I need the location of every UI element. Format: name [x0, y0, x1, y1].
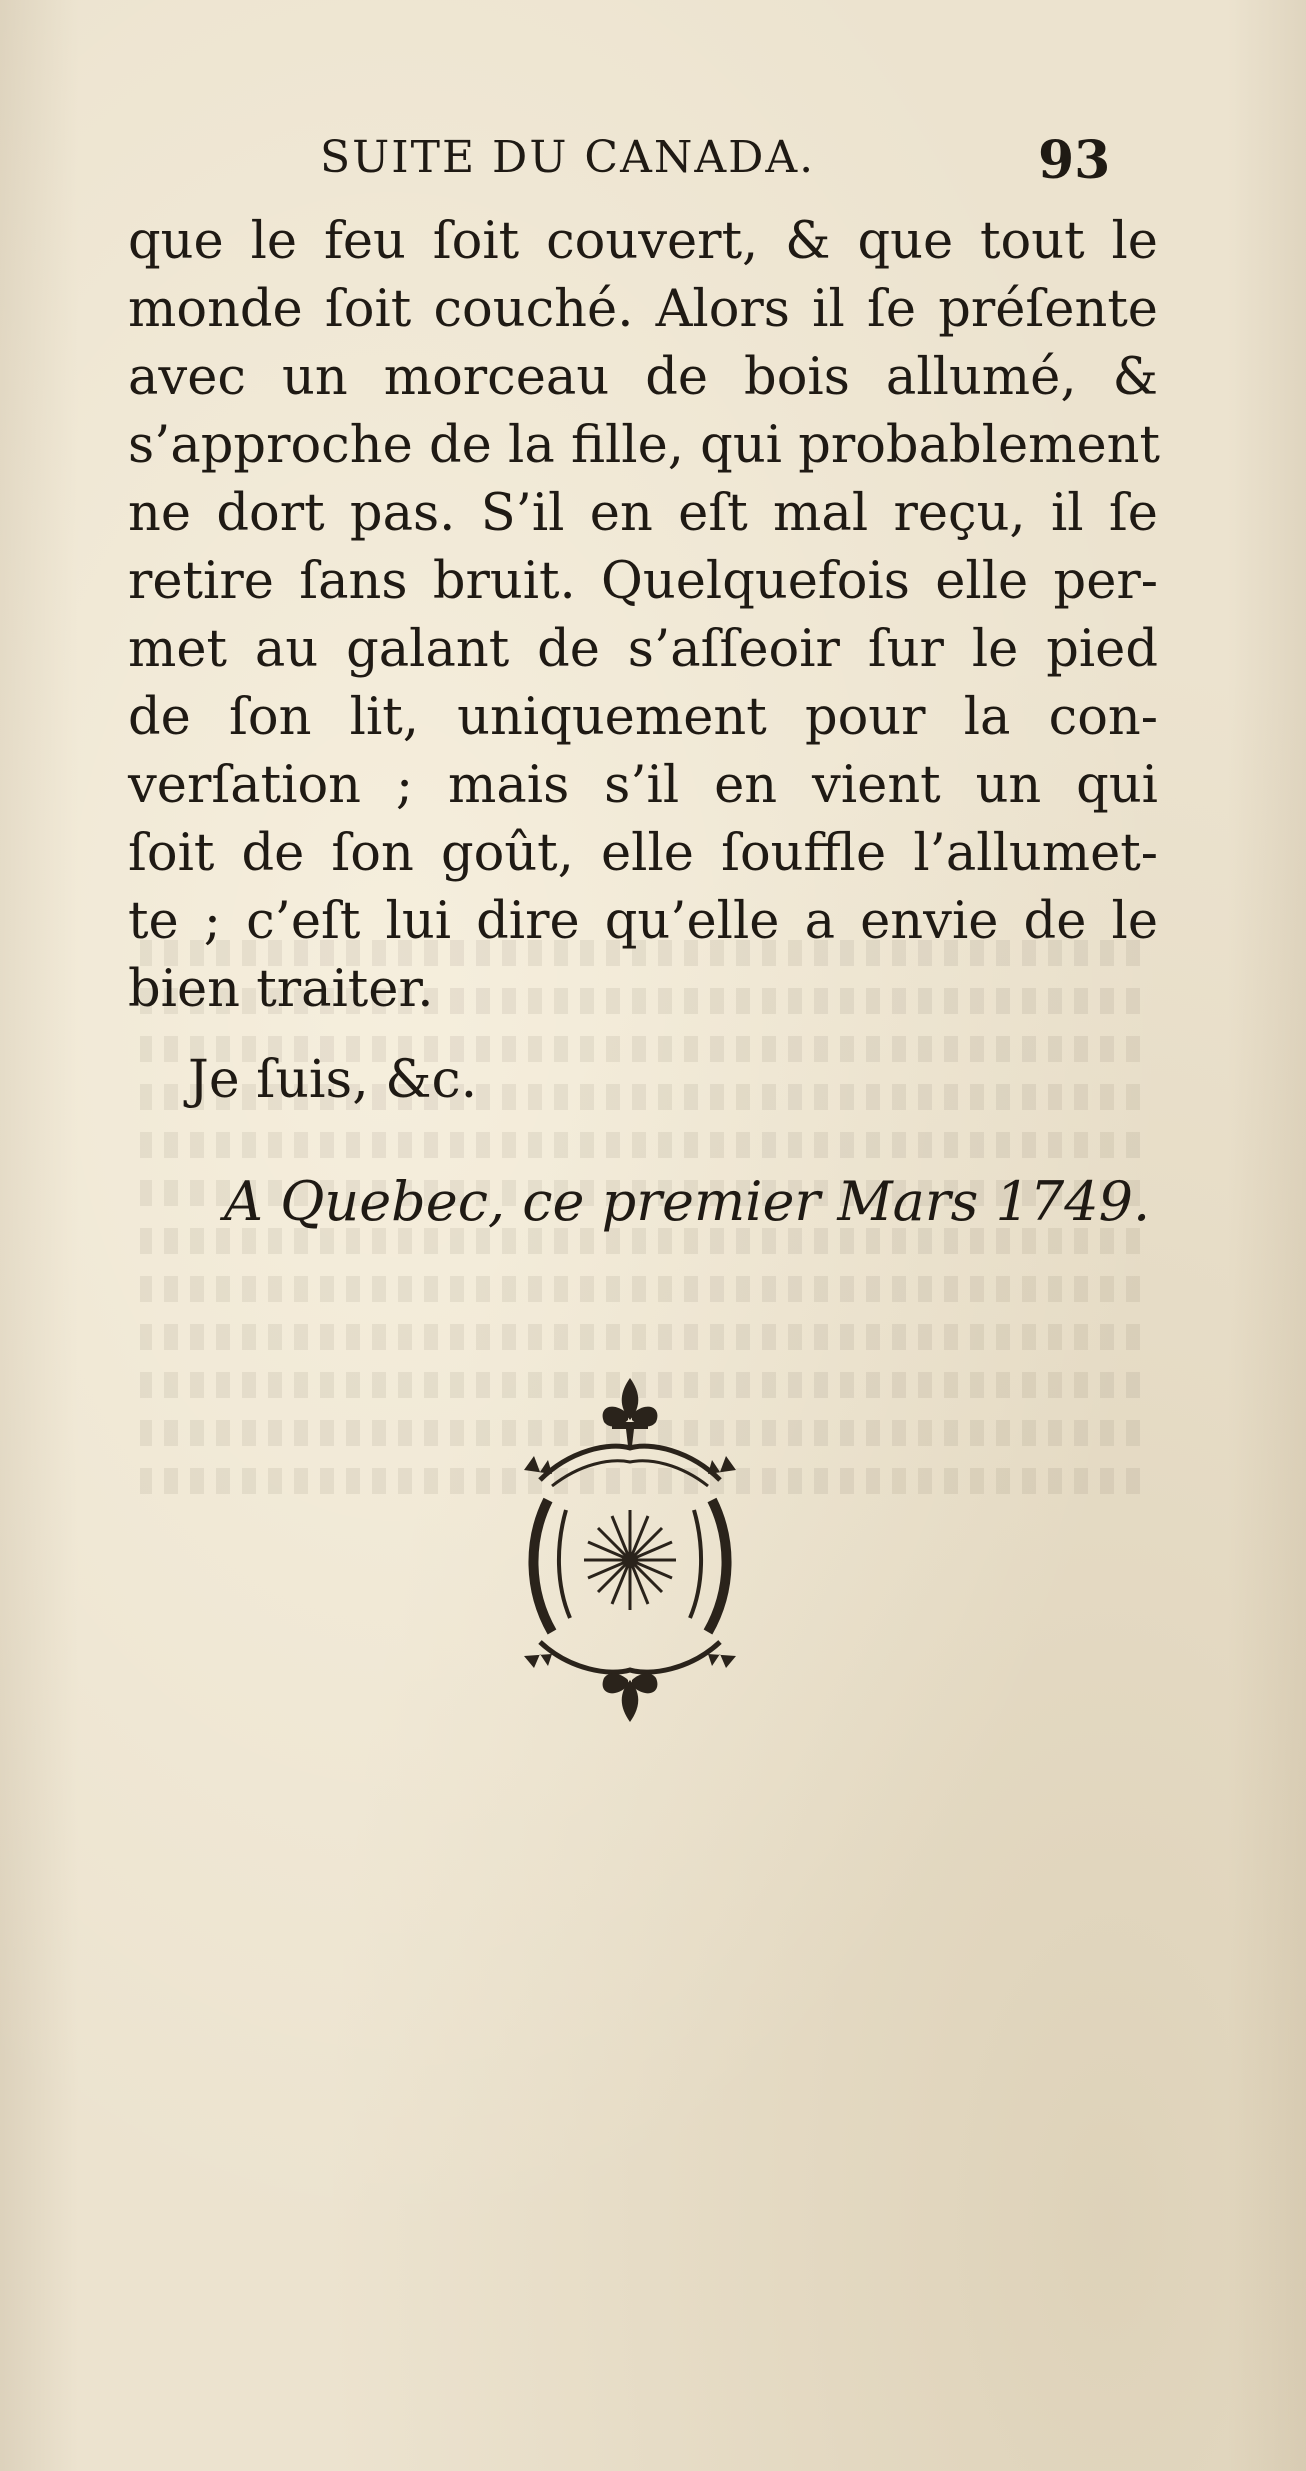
running-title: SUITE DU CANADA. [320, 132, 816, 183]
closing-formula: Je ſuis, &c. [188, 1050, 478, 1110]
text-line: te ; c’eſt lui dire qu’elle a envie de le [128, 892, 1158, 951]
running-head [320, 132, 1140, 183]
text-line: verſation ; mais s’il en vient un qui [128, 756, 1158, 815]
text-line: bien traiter. [128, 960, 434, 1019]
text-line: de ſon lit, uniquement pour la con- [128, 688, 1158, 747]
text-line: ſoit de ſon goût, elle ſouffle l’allumet- [128, 824, 1158, 883]
text-line: s’approche de la fille, qui probablement [128, 416, 1161, 475]
page-number: 93 [1038, 130, 1111, 191]
text-line: monde ſoit couché. Alors il ſe préſente [128, 280, 1158, 339]
text-line: retire ſans bruit. Quelquefois elle per- [128, 552, 1158, 611]
text-line: avec un morceau de bois allumé, & [128, 348, 1158, 407]
fleur-de-lis-ornament-icon [500, 1370, 760, 1730]
text-line: met au galant de s’aſſeoir ſur le pied [128, 620, 1158, 679]
body-text [128, 208, 1161, 1024]
dateline: A Quebec, ce premier Mars 1749. [224, 1170, 1151, 1233]
text-line: ne dort pas. S’il en eſt mal reçu, il ſe [128, 484, 1158, 543]
text-line: que le feu ſoit couvert, & que tout le [128, 212, 1158, 271]
